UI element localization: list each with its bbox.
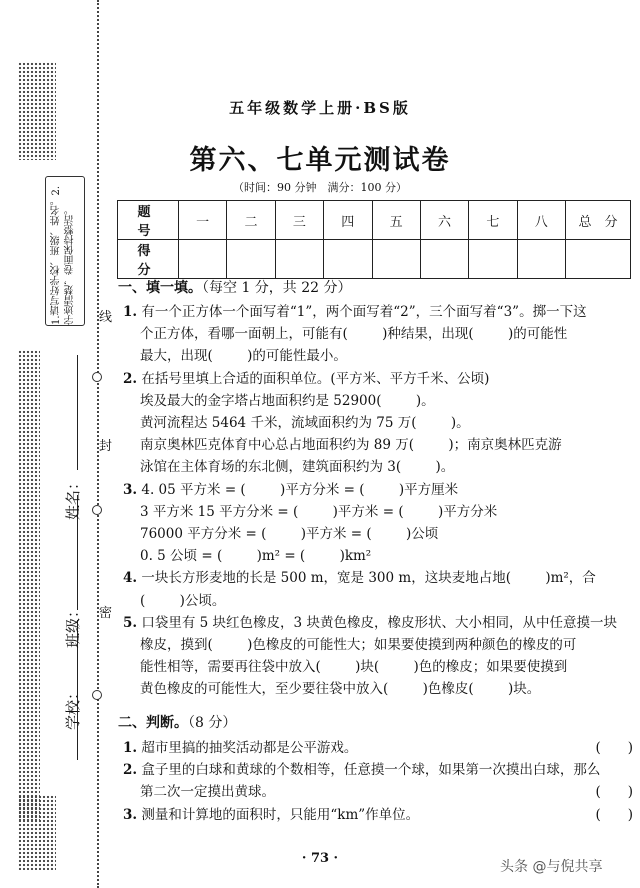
row-label: 得 分 xyxy=(118,240,179,279)
question-text: 一块长方形麦地的长是 500 m，宽是 300 m，这块麦地占地( xyxy=(141,570,511,587)
question-line xyxy=(123,634,633,656)
question-line xyxy=(123,501,633,523)
question-line xyxy=(123,590,633,612)
section-2-questions xyxy=(123,737,633,826)
judgement-line xyxy=(123,781,633,803)
question-text: )种结果，出现( xyxy=(382,326,474,343)
answer-blank[interactable] xyxy=(474,323,508,345)
judgement-answer-blank[interactable]: ( ) xyxy=(595,806,633,823)
question-line xyxy=(123,567,633,589)
question-line xyxy=(123,345,633,367)
score-cell[interactable] xyxy=(227,240,275,279)
question-text: 口袋里有 5 块红色橡皮，3 块黄色橡皮，橡皮形状、大小相同，从中任意摸一块 xyxy=(141,614,617,631)
column-header: 七 xyxy=(469,201,517,240)
answer-blank[interactable] xyxy=(305,545,339,567)
score-value-row xyxy=(118,240,631,279)
question-text: )m² = ( xyxy=(256,548,306,565)
score-table xyxy=(117,200,631,279)
section-2-title: 二、判断。 xyxy=(118,715,188,731)
watermark: 头条 @与倪共享 xyxy=(500,859,603,875)
binding-hole xyxy=(92,372,102,382)
question-text: 在括号里填上合适的面积单位。(平方米、平方千米、公顷) xyxy=(141,370,490,387)
question-line xyxy=(123,545,633,567)
question-text: )公顷 xyxy=(406,526,439,543)
section-2-heading xyxy=(118,712,236,732)
answer-blank[interactable] xyxy=(414,434,448,456)
question-text: )块。 xyxy=(508,681,541,698)
question-line xyxy=(123,323,633,345)
column-header: 四 xyxy=(324,201,372,240)
school-label: 学校： xyxy=(64,684,82,730)
exam-info: （时间：90 分钟 满分：100 分） xyxy=(233,181,407,194)
answer-blank[interactable] xyxy=(246,479,280,501)
judgement-text: 第二次一定摸出黄球。 xyxy=(140,784,275,801)
instructions-text: 1.请写好学校、班级、姓名。2.字迹清楚，卷面保持整洁。 xyxy=(51,185,76,325)
column-header: 一 xyxy=(179,201,227,240)
question-number: 3. xyxy=(123,806,138,823)
question-text: )。 xyxy=(415,392,435,409)
question-text: 最大，出现( xyxy=(140,348,213,365)
answer-blank[interactable] xyxy=(213,634,247,656)
row-label: 题 号 xyxy=(118,201,179,240)
question-text: )平方分米 = ( xyxy=(280,481,365,498)
question-number: 5. xyxy=(123,614,138,631)
question-text: 76000 平方分米 = ( xyxy=(140,526,267,543)
question-line xyxy=(123,612,633,634)
question-text: 4. 05 平方米 = ( xyxy=(141,481,246,498)
name-line xyxy=(77,355,78,470)
question-line xyxy=(123,301,633,323)
score-cell[interactable] xyxy=(420,240,468,279)
judgement-answer-blank[interactable]: ( ) xyxy=(595,784,633,801)
question-text: 0. 5 公顷 = ( xyxy=(140,548,223,565)
question-text: )m²，合 xyxy=(545,570,596,587)
question-text: 3 平方米 15 平方分米 = ( xyxy=(140,503,299,520)
question-text: 泳馆在主体育场的东北侧，建筑面积约为 3( xyxy=(140,459,402,476)
answer-blank[interactable] xyxy=(401,456,435,478)
question-text: )。 xyxy=(450,415,470,432)
question-line xyxy=(123,678,633,700)
score-cell[interactable] xyxy=(517,240,565,279)
page-number: · 73 · xyxy=(301,851,339,866)
answer-blank[interactable] xyxy=(388,678,422,700)
score-cell[interactable] xyxy=(275,240,323,279)
question-line xyxy=(123,479,633,501)
question-number: 2. xyxy=(123,370,138,387)
column-header: 六 xyxy=(420,201,468,240)
question-text: )公顷。 xyxy=(179,592,226,609)
score-cell[interactable] xyxy=(372,240,420,279)
answer-blank[interactable] xyxy=(511,567,545,589)
question-text: )的可能性 xyxy=(508,326,568,343)
section-1-heading xyxy=(118,277,352,297)
question-number: 2. xyxy=(123,762,138,779)
score-header-row xyxy=(118,201,631,240)
judgement-line xyxy=(123,759,633,781)
binding-margin xyxy=(0,0,113,888)
answer-blank[interactable] xyxy=(474,678,508,700)
question-text: )km² xyxy=(339,548,372,565)
question-text: )平方米 = ( xyxy=(300,526,372,543)
question-text: )平方厘米 xyxy=(398,481,459,498)
question-number: 1. xyxy=(123,740,138,756)
question-text: )的可能性最小。 xyxy=(247,348,347,365)
answer-blank[interactable] xyxy=(348,323,382,345)
question-text: 橡皮，摸到( xyxy=(140,637,213,654)
column-header: 二 xyxy=(227,201,275,240)
answer-blank[interactable] xyxy=(379,656,413,678)
column-header: 八 xyxy=(517,201,565,240)
question-text: )平方分米 xyxy=(437,503,498,520)
question-number: 4. xyxy=(123,570,138,587)
answer-blank[interactable] xyxy=(298,501,332,523)
question-text: 能性相等，需要再往袋中放入( xyxy=(140,659,321,676)
question-line xyxy=(123,412,633,434)
question-number: 3. xyxy=(123,481,138,498)
answer-blank[interactable] xyxy=(222,545,256,567)
answer-blank[interactable] xyxy=(145,590,179,612)
question-text: 埃及最大的金字塔占地面积约是 52900( xyxy=(140,392,382,409)
question-text: )色橡皮( xyxy=(422,681,474,698)
question-text: )；南京奥林匹克游 xyxy=(448,437,562,454)
cut-label-xian: 线 xyxy=(99,306,112,325)
column-header: 总 分 xyxy=(566,201,631,240)
score-cell[interactable] xyxy=(469,240,517,279)
section-1-note: （每空 1 分，共 22 分） xyxy=(202,280,352,296)
section-1-title: 一、填一填。 xyxy=(118,280,202,296)
judgement-line xyxy=(123,737,633,759)
question-text: 个正方体，看哪一面朝上，可能有( xyxy=(140,326,348,343)
question-text: )色的橡皮；如果要使摸到 xyxy=(413,659,568,676)
column-header: 五 xyxy=(372,201,420,240)
judgement-answer-blank[interactable]: ( ) xyxy=(595,740,633,756)
answer-blank[interactable] xyxy=(266,523,300,545)
answer-blank[interactable] xyxy=(416,412,450,434)
question-text: 黄河流程达 5464 千米，流域面积约为 75 万( xyxy=(140,415,417,432)
page-title: 第六、七单元测试卷 xyxy=(189,145,451,176)
score-cell[interactable] xyxy=(324,240,372,279)
cut-label-mi: 密 xyxy=(99,602,112,621)
score-cell[interactable] xyxy=(179,240,227,279)
section-1-questions xyxy=(123,301,633,701)
question-text: 有一个正方体一个面写着“1”，两个面写着“2”，三个面写着“3”。掷一下这 xyxy=(141,304,587,320)
question-text: ( xyxy=(140,592,146,609)
answer-blank[interactable] xyxy=(372,523,406,545)
answer-blank[interactable] xyxy=(404,501,438,523)
question-line xyxy=(123,390,633,412)
judgement-text: 超市里搞的抽奖活动都是公平游戏。 xyxy=(141,740,358,756)
answer-blank[interactable] xyxy=(364,479,398,501)
question-line xyxy=(123,456,633,478)
question-line xyxy=(123,523,633,545)
question-text: )色橡皮的可能性大；如果要使摸到两种颜色的橡皮的可 xyxy=(247,637,577,654)
question-text: )。 xyxy=(435,459,455,476)
binding-hole xyxy=(92,690,102,700)
section-2-note: （8 分） xyxy=(188,715,237,731)
judgement-text: 测量和计算地的面积时，只能用“km”作单位。 xyxy=(141,806,420,823)
class-label: 班级： xyxy=(64,602,82,648)
question-text: 南京奥林匹克体育中心总占地面积约为 89 万( xyxy=(140,437,415,454)
question-line xyxy=(123,434,633,456)
answer-blank[interactable] xyxy=(321,656,355,678)
instructions-box xyxy=(45,176,85,326)
answer-blank[interactable] xyxy=(213,345,247,367)
judgement-text: 盒子里的白球和黄球的个数相等，任意摸一个球，如果第一次摸出白球，那么 xyxy=(141,762,601,779)
judgement-line xyxy=(123,804,633,826)
binding-hole xyxy=(92,505,102,515)
dot-pattern-left xyxy=(18,350,40,820)
question-line xyxy=(123,656,633,678)
name-label: 姓名： xyxy=(64,474,82,520)
book-series: 五年级数学上册·BS版 xyxy=(229,99,411,117)
question-text: )块( xyxy=(355,659,380,676)
question-number: 1. xyxy=(123,304,138,320)
column-header: 三 xyxy=(275,201,323,240)
question-text: 黄色橡皮的可能性大，至少要往袋中放入( xyxy=(140,681,389,698)
score-cell[interactable] xyxy=(566,240,631,279)
question-text: )平方米 = ( xyxy=(332,503,404,520)
cut-label-feng: 封 xyxy=(99,435,112,454)
question-line xyxy=(123,368,633,390)
answer-blank[interactable] xyxy=(382,390,416,412)
